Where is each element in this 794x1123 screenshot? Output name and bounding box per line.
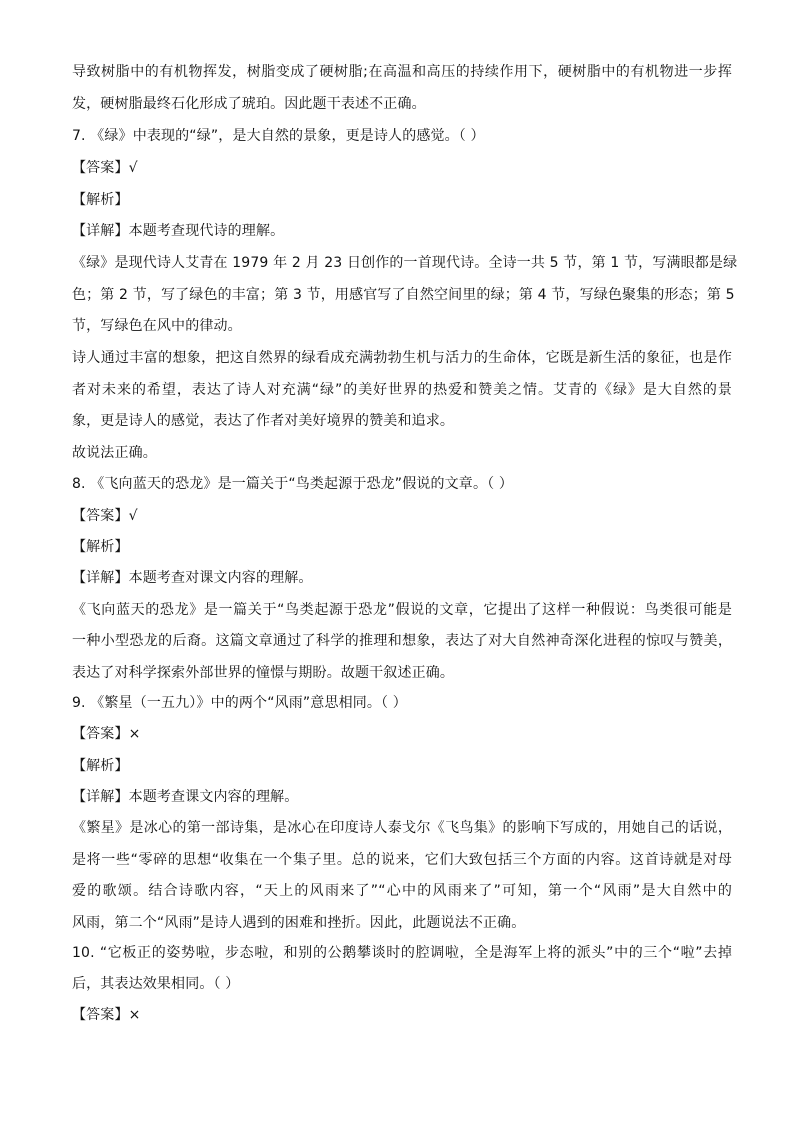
text-line: 者对未来的希望，表达了诗人对充满“绿”的美好世界的热爱和赞美之情。艾青的《绿》是大自然的景 — [72, 382, 732, 398]
text-line: 象，更是诗人的感觉，表达了作者对美好境界的赞美和追求。 — [72, 413, 455, 429]
question-8: 8. 《飞向蓝天的恐龙》是一篇关于“鸟类起源于恐龙”假说的文章。（ ） — [72, 476, 514, 492]
text-line: 导致树脂中的有机物挥发，树脂变成了硬树脂;在高温和高压的持续作用下，硬树脂中的有机物进一步挥 — [72, 64, 732, 80]
answer-label: 【答案】× — [72, 1007, 141, 1023]
answer-label: 【答案】√ — [72, 160, 138, 176]
text-line: 诗人通过丰富的想象，把这自然界的绿看成充满勃勃生机与活力的生命体，它既是新生活的象征，也是作 — [72, 350, 732, 366]
text-line: 一种小型恐龙的后裔。这篇文章通过了科学的推理和想象，表达了对大自然神奇深化进程的惊叹与赞美， — [72, 633, 732, 649]
answer-label: 【答案】× — [72, 726, 141, 742]
text-line: 《繁星》是冰心的第一部诗集，是冰心在印度诗人泰戈尔《飞鸟集》的影响下写成的，用她自己的话说， — [72, 820, 732, 836]
question-7: 7. 《绿》中表现的“绿”，是大自然的景象，更是诗人的感觉。（ ） — [72, 128, 485, 144]
text-line: 表达了对科学探索外部世界的憧憬与期盼。故题干叙述正确。 — [72, 665, 455, 681]
answer-label: 【答案】√ — [72, 508, 138, 524]
text-line: 故说法正确。 — [72, 445, 157, 461]
text-line: 是将一些“零碎的思想“收集在一个集子里。总的说来，它们大致包括三个方面的内容。这首诗就是对母 — [72, 852, 732, 868]
analysis-label: 【解析】 — [72, 192, 129, 208]
question-9: 9. 《繁星（一五九）》中的两个“风雨”意思相同。（ ） — [72, 695, 407, 711]
analysis-label: 【解析】 — [72, 758, 129, 774]
text-line: 发，硬树脂最终石化形成了琥珀。因此题干表述不正确。 — [72, 96, 426, 112]
detail-label: 【详解】本题考查现代诗的理解。 — [72, 223, 285, 239]
text-line: 节，写绿色在风中的律动。 — [72, 318, 242, 334]
text-line: 风雨，第二个“风雨”是诗人遇到的困难和挫折。因此，此题说法不正确。 — [72, 915, 526, 931]
detail-label: 【详解】本题考查课文内容的理解。 — [72, 789, 299, 805]
question-10: 10. “它板正的姿势啦，步态啦，和别的公鹅攀谈时的腔调啦，全是海军上将的派头”中的三个“啦”去掉 — [72, 945, 732, 961]
analysis-label: 【解析】 — [72, 539, 129, 555]
text-line: 《绿》是现代诗人艾青在 1979 年 2 月 23 日创作的一首现代诗。全诗一共 5 节，第 1 节，写满眼都是绿 — [72, 255, 738, 271]
text-line: 后，其表达效果相同。（ ） — [72, 976, 240, 992]
detail-label: 【详解】本题考查对课文内容的理解。 — [72, 570, 313, 586]
text-line: 《飞向蓝天的恐龙》是一篇关于“鸟类起源于恐龙”假说的文章，它提出了这样一种假说：鸟类很可能是 — [72, 602, 732, 618]
text-line: 色；第 2 节，写了绿色的丰富；第 3 节，用感官写了自然空间里的绿；第 4 节，写绿色聚集的形态；第 5 — [72, 287, 735, 303]
text-line: 爱的歌颂。结合诗歌内容，“天上的风雨来了”“心中的风雨来了”可知，第一个“风雨”是大自然中的 — [72, 883, 732, 899]
